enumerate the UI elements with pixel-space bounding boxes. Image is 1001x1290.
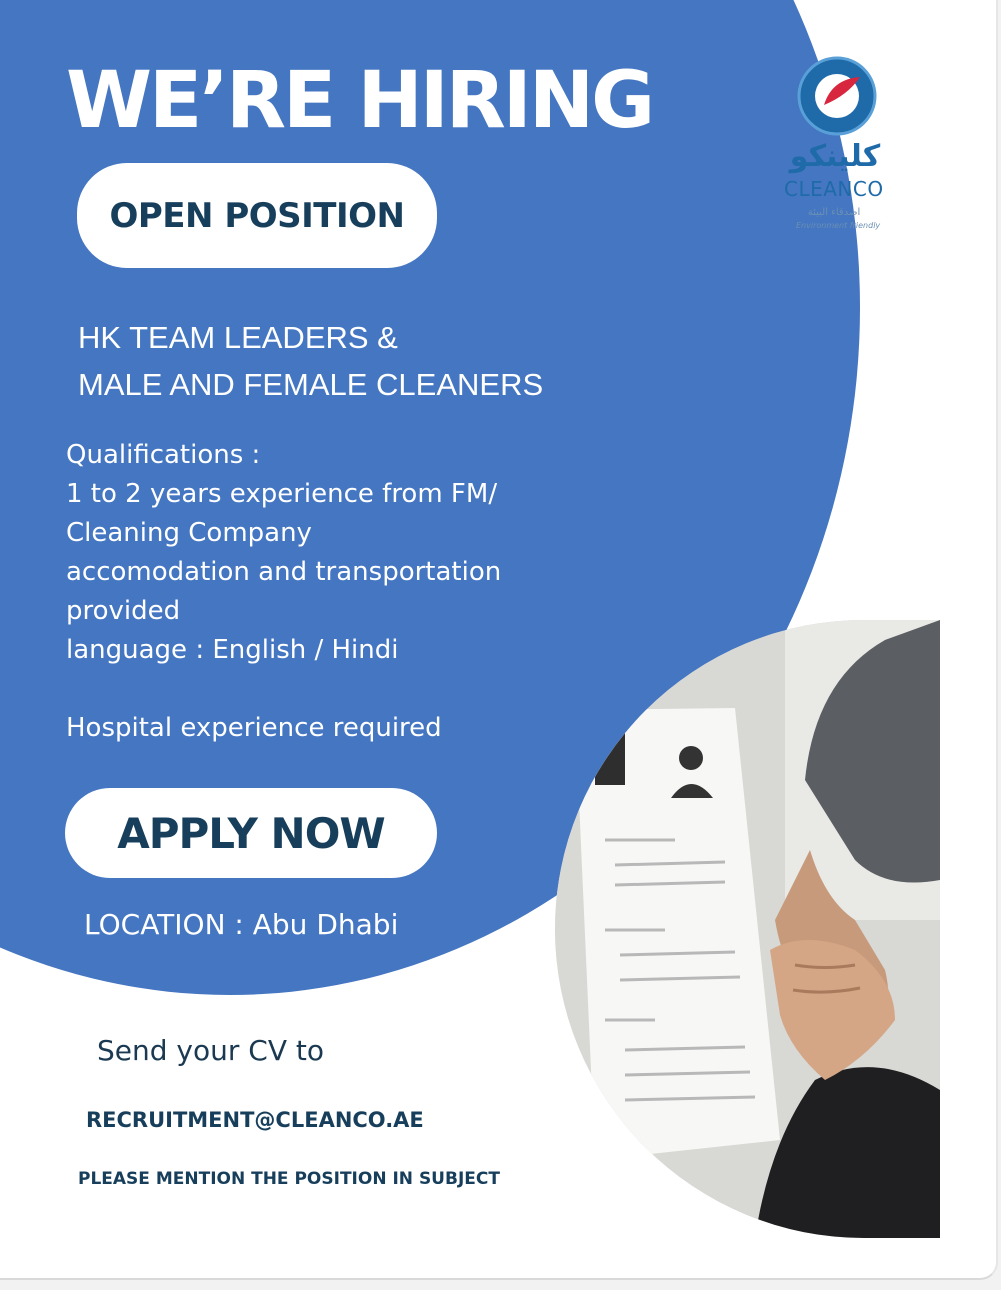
qualifications-heading: Qualifications : <box>66 440 261 470</box>
qualification-line: Cleaning Company <box>66 518 312 548</box>
send-cv-text: Send your CV to <box>97 1034 324 1067</box>
handshake-photo <box>555 620 940 1238</box>
headline: WE’RE HIRING <box>66 56 653 146</box>
logo-arabic-name: كلينكو <box>789 139 881 174</box>
qualification-line: language : English / Hindi <box>66 635 399 665</box>
handshake-illustration <box>555 620 940 1238</box>
email-link[interactable]: RECRUITMENT@CLEANCO.AE <box>86 1108 424 1132</box>
apply-now-button[interactable]: APPLY NOW <box>65 788 437 878</box>
qualifications <box>66 436 566 748</box>
qualification-line: accomodation and transportation <box>66 557 502 587</box>
position-list <box>78 314 543 408</box>
logo-brand-name: CLEANCO <box>784 177 884 201</box>
cleanco-logo <box>780 55 900 235</box>
logo-arabic-tagline: اصدقاء البيئة <box>807 207 861 218</box>
position-item: HK TEAM LEADERS & <box>78 320 398 355</box>
logo-tagline: Environment friendly <box>796 221 881 230</box>
open-position-badge: OPEN POSITION <box>77 163 437 268</box>
qualification-line: provided <box>66 596 181 626</box>
subject-note: PLEASE MENTION THE POSITION IN SUBJECT <box>78 1169 500 1189</box>
qualification-line: 1 to 2 years experience from FM/ <box>66 479 498 509</box>
position-item: MALE AND FEMALE CLEANERS <box>78 367 544 402</box>
location-text: LOCATION : Abu Dhabi <box>84 908 399 941</box>
cleanco-logo-icon <box>796 55 878 137</box>
qualification-extra: Hospital experience required <box>66 713 442 743</box>
